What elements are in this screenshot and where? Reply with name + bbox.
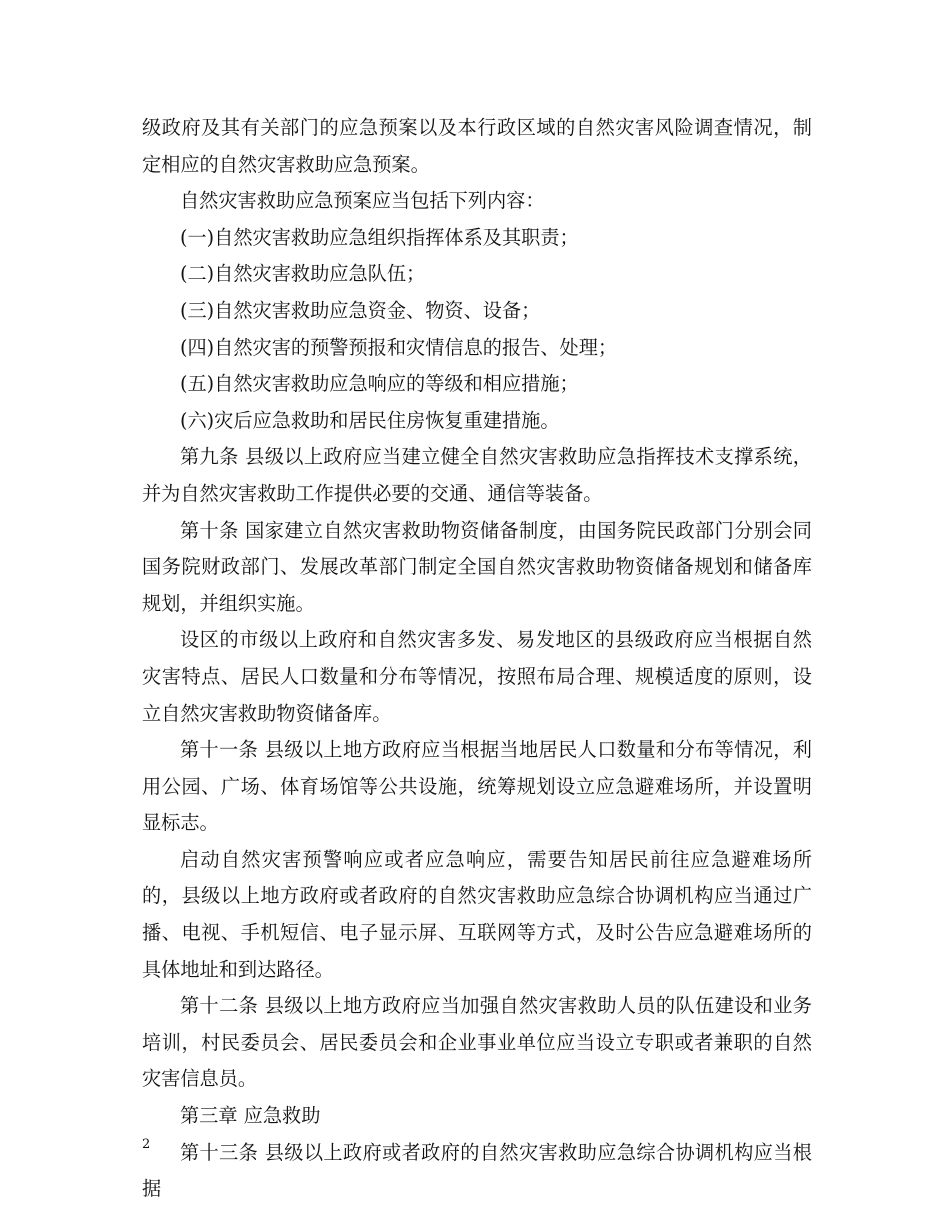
paragraph: 自然灾害救助应急预案应当包括下列内容： (180, 189, 545, 213)
article-10: 第十条 国家建立自然灾害救助物资储备制度，由国务院民政部门分别会同国务院财政部门、发展改革部门制定全国自然灾害救助物资储备规划和储备库规划，并组织实施。 (142, 518, 812, 615)
paragraph: 启动自然灾害预警响应或者应急响应，需要告知居民前往应急避难场所的，县级以上地方政府或者政府的自然灾害救助应急综合协调机构应当通过广播、电视、手机短信、电子显示屏、互联网等方式，及时公告应急避难场所的具体地址和到达路径。 (142, 847, 812, 981)
article-13: 第十三条 县级以上政府或者政府的自然灾害救助应急综合协调机构应当根据 (142, 1140, 812, 1201)
list-item: (一)自然灾害救助应急组织指挥体系及其职责； (180, 225, 579, 249)
chapter-heading: 第三章 应急救助 (180, 1104, 321, 1128)
paragraph: 设区的市级以上政府和自然灾害多发、易发地区的县级政府应当根据自然灾害特点、居民人口数量和分布等情况，按照布局合理、规模适度的原则，设立自然灾害救助物资储备库。 (142, 628, 812, 725)
article-12: 第十二条 县级以上地方政府应当加强自然灾害救助人员的队伍建设和业务培训，村民委员会、居民委员会和企业事业单位应当设立专职或者兼职的自然灾害信息员。 (142, 994, 812, 1091)
article-9: 第九条 县级以上政府应当建立健全自然灾害救助应急指挥技术支撑系统，并为自然灾害救助工作提供必要的交通、通信等装备。 (142, 445, 812, 505)
article-11: 第十一条 县级以上地方政府应当根据当地居民人口数量和分布等情况，利用公园、广场、体育场馆等公共设施，统筹规划设立应急避难场所，并设置明显标志。 (142, 738, 812, 835)
list-item: (二)自然灾害救助应急队伍； (180, 262, 426, 286)
page-number: 2 (142, 1137, 151, 1152)
paragraph: 级政府及其有关部门的应急预案以及本行政区域的自然灾害风险调查情况，制定相应的自然灾害救助应急预案。 (142, 116, 812, 176)
list-item: (三)自然灾害救助应急资金、物资、设备； (180, 298, 541, 322)
list-item: (五)自然灾害救助应急响应的等级和相应措施； (180, 372, 579, 396)
body-text (142, 110, 812, 1208)
list-item: (六)灾后应急救助和居民住房恢复重建措施。 (180, 408, 560, 432)
list-item: (四)自然灾害的预警预报和灾情信息的报告、处理； (180, 335, 618, 359)
